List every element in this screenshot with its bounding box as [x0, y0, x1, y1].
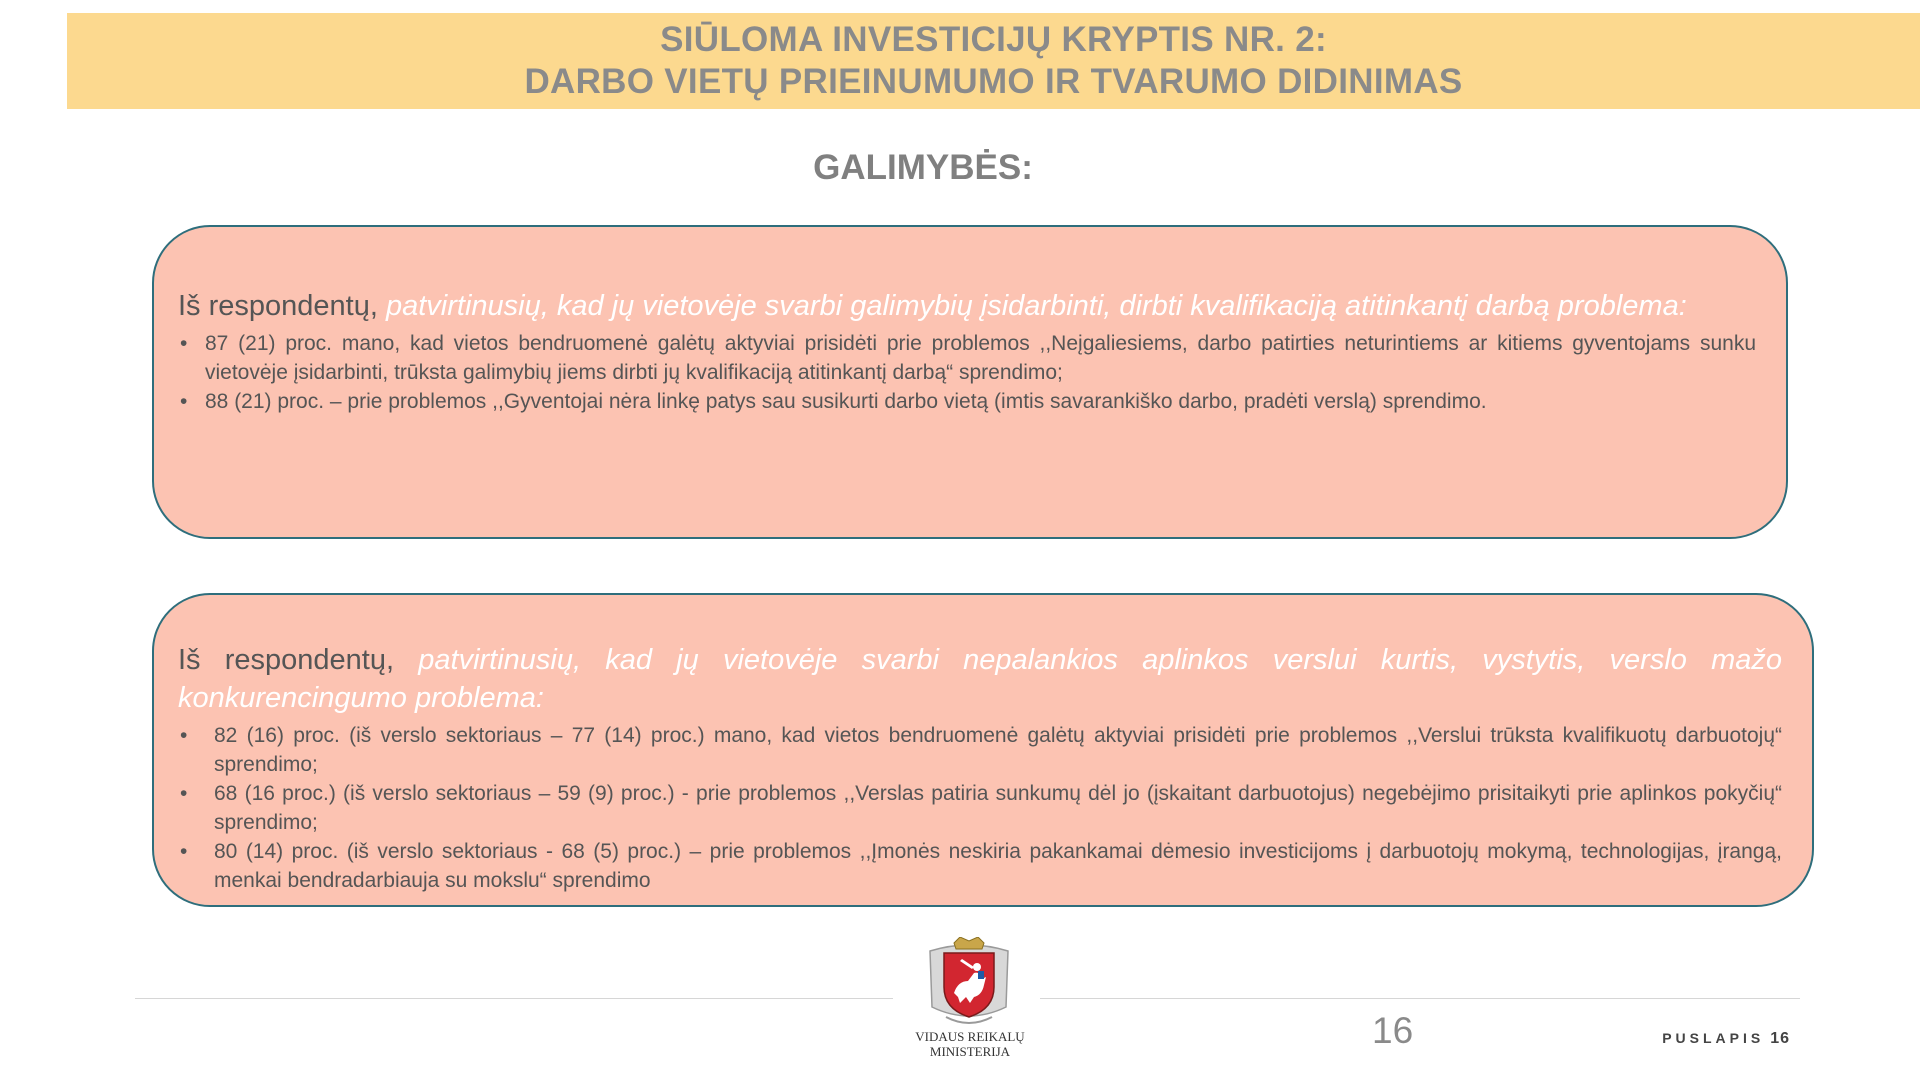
bullet-item: • 80 (14) proc. (iš verslo sektoriaus - 68 (5) proc.) – prie problemos ,,Įmonės neskiria pakankamai dėmesio investicijoms į darbuotojų mokymą, technologijas, įrangą, menkai bendradarbiauja su mokslu“ sprendimo [178, 837, 1782, 895]
bullet-list [178, 329, 1756, 416]
intro-plain: Iš respondentų, [178, 290, 378, 322]
title-line-2: DARBO VIETŲ PRIEINUMUMO IR TVARUMO DIDINIMAS [524, 62, 1463, 101]
footer-divider-left [135, 998, 893, 999]
intro-italic: patvirtinusių, kad jų vietovėje svarbi galimybių įsidarbinti, dirbti kvalifikaciją atitinkantį darbą problema: [385, 290, 1687, 322]
ministry-line-2: MINISTERIJA [929, 1044, 1011, 1059]
intro-italic: patvirtinusių, kad jų vietovėje svarbi nepalankios aplinkos verslui kurtis, vystytis, verslo mažo konkurencingumo problema: [178, 644, 1782, 714]
section-heading: GALIMYBĖS: [813, 148, 1033, 187]
ministry-name [890, 1029, 1050, 1059]
opportunity-box-business [152, 593, 1814, 907]
slide-number: 16 [1372, 1010, 1414, 1051]
page-number: 16 [1770, 1030, 1790, 1047]
bullet-item: • 87 (21) proc. mano, kad vietos bendruomenė galėtų aktyviai prisidėti prie problemos ,,Neįgaliesiems, darbo patirties neturintiems ar kitiems gyventojams sunku vietovėje įsidarbinti, trūksta galimybių jiems dirbti jų kvalifikaciją atitinkantį darbą“ sprendimo; [178, 329, 1756, 387]
bullet-item: • 68 (16 proc.) (iš verslo sektoriaus – 59 (9) proc.) - prie problemos ,,Verslas patiria sunkumų dėl jo (įskaitant darbuotojus) negebėjimo prisitaikyti prie aplinkos pokyčių“ sprendimo; [178, 779, 1782, 837]
ministry-line-1: VIDAUS REIKALŲ [915, 1029, 1025, 1044]
bullet-item: • 82 (16) proc. (iš verslo sektoriaus – 77 (14) proc.) mano, kad vietos bendruomenė galėtų aktyviai prisidėti prie problemos ,,Verslui trūksta kvalifikuotų darbuotojų“ sprendimo; [178, 721, 1782, 779]
box-intro [178, 641, 1782, 717]
intro-plain: Iš respondentų, [178, 644, 395, 676]
box-intro [178, 287, 1756, 325]
opportunity-box-employment [152, 225, 1788, 539]
title-line-1: SIŪLOMA INVESTICIJŲ KRYPTIS NR. 2: [660, 20, 1327, 59]
bullet-item: • 88 (21) proc. – prie problemos ,,Gyventojai nėra linkę patys sau susikurti darbo vietą (imtis savarankiško darbo, pradėti verslą) sprendimo. [178, 387, 1756, 416]
bullet-list [178, 721, 1782, 895]
page-label: PUSLAPIS [1662, 1030, 1765, 1046]
footer-divider-right [1040, 998, 1800, 999]
page-indicator [1662, 1030, 1790, 1048]
title-banner [67, 13, 1920, 109]
coat-of-arms-vytis-icon [924, 937, 1014, 1029]
